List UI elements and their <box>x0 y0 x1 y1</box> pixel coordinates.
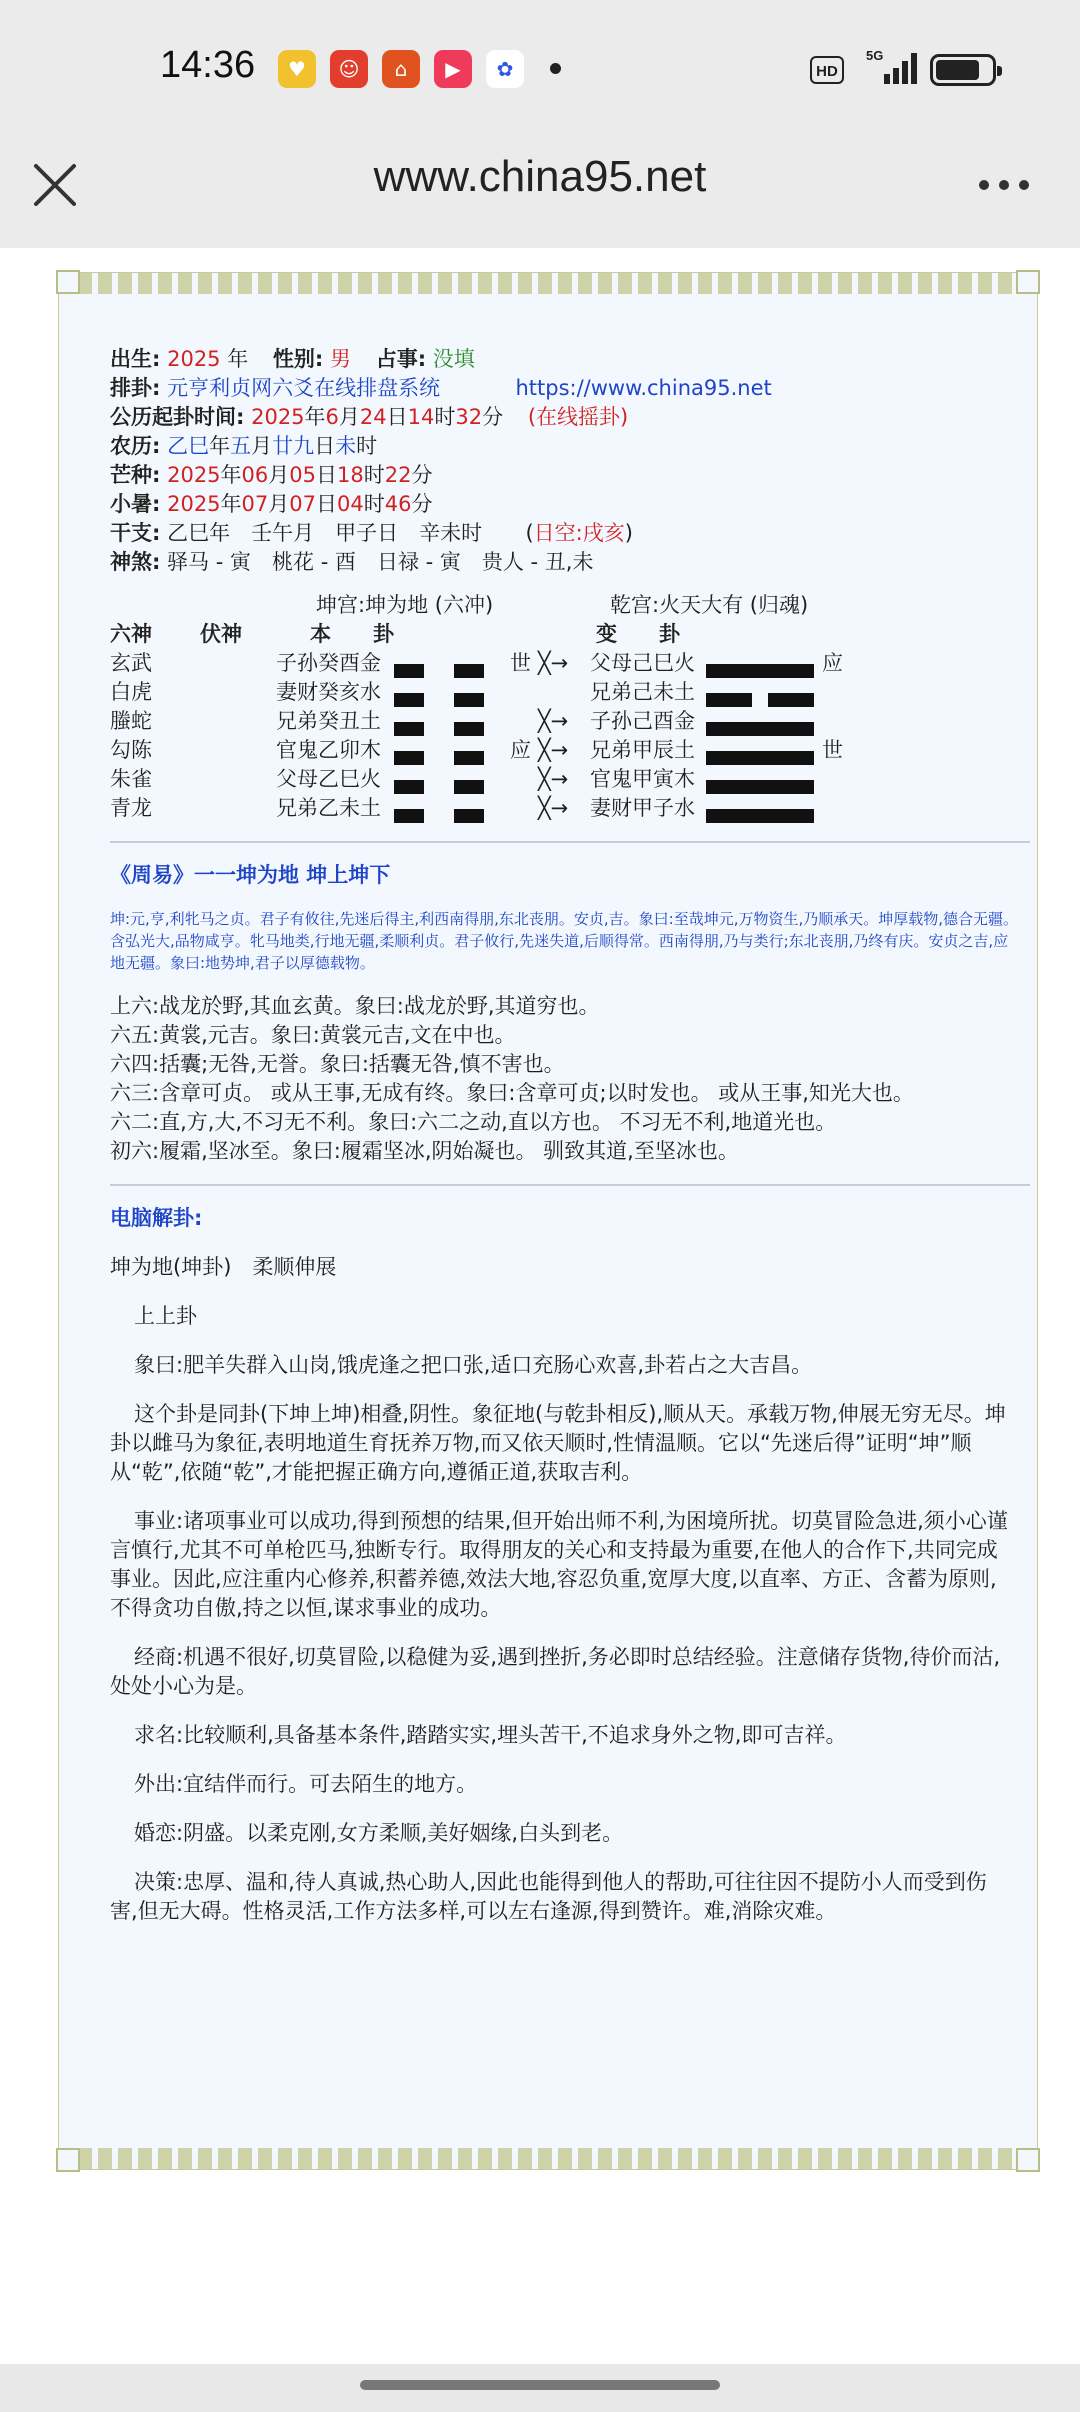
lunar-month: 五 <box>230 434 252 458</box>
ganzhi-value: 乙巳年 壬午月 甲子日 辛未时 <box>167 521 483 545</box>
interpretation-paragraph: 经商:机遇不很好,切莫冒险,以稳健为妥,遇到挫折,务必即时总结经验。注意储存货物,待价而沽,处处小心为是。 <box>110 1645 1001 1698</box>
ganzhi-label: 干支: <box>110 521 161 545</box>
interpretation-paragraph: 事业:诸项事业可以成功,得到预想的结果,但开始出师不利,为困境所扰。切莫冒险急进,须小心谨言慎行,尤其不可单枪匹马,独断专行。取得朋友的关心和支持最为重要,在他人的合作下,共同完成事业。因此,应注重内心修养,积蓄养德,效法大地,容忍负重,宽厚大度,以直率、方正、含蓄为原则,不得贪功自傲,持之以恒,谋求事业的成功。 <box>110 1509 1008 1620</box>
moving-mark: ╳→ <box>538 796 569 820</box>
zhouyi-text: 坤:元,亨,利牝马之贞。君子有攸往,先迷后得主,利西南得朋,东北丧朋。安贞,吉。象曰:至哉坤元,万物资生,乃顺承天。坤厚载物,德合无疆。含弘光大,品物咸亨。牝马地类,行地无疆,柔顺利贞。君子攸行,先迷失道,后顺得常。西南得朋,乃与类行;东北丧朋,乃终有庆。安贞之吉,应地无疆。象曰:地势坤,君子以厚德载物。 <box>110 910 1019 972</box>
liushen: 白虎 <box>110 680 152 704</box>
paigua-label: 排卦: <box>110 376 161 400</box>
divider <box>110 1184 1030 1186</box>
list-item: 六五:黄裳,元吉。象曰:黄裳元吉,文在中也。 <box>110 1023 516 1047</box>
moving-mark: ╳→ <box>538 738 569 762</box>
interpretation-paragraph: 婚恋:阴盛。以柔克刚,女方柔顺,美好姻缘,白头到老。 <box>134 1821 624 1845</box>
interpretation-paragraph: 求名:比较顺利,具备基本条件,踏踏实实,埋头苦干,不追求身外之物,即可吉祥。 <box>134 1723 847 1747</box>
interpretation-paragraph: 象曰:肥羊失群入山岗,饿虎逢之把口张,适口充肠心欢喜,卦若占之大吉昌。 <box>134 1353 813 1377</box>
bian-yao: 官鬼甲寅木 <box>590 767 695 791</box>
app-notification-icon: ♥ <box>278 50 316 88</box>
baidu-app-icon: ✿ <box>486 50 524 88</box>
liushen: 朱雀 <box>110 767 152 791</box>
list-item: 六三:含章可贞。 或从王事,无成有终。象曰:含章可贞;以时发也。 或从王事,知光大也。 <box>110 1081 914 1105</box>
table-row <box>110 649 1010 678</box>
table-row <box>110 707 1010 736</box>
more-notifications-dot <box>550 63 561 74</box>
shensha-value: 驿马 - 寅 桃花 - 酉 日禄 - 寅 贵人 - 丑,未 <box>167 550 594 574</box>
decorative-border-bottom <box>58 2148 1038 2170</box>
table-row <box>110 765 1010 794</box>
lunar-year: 乙巳 <box>167 434 210 458</box>
mz-hour: 18 <box>337 463 364 487</box>
jiegua-title: 电脑解卦: <box>110 1206 203 1230</box>
gender-value: 男 <box>330 347 352 371</box>
birth-label: 出生: <box>110 347 161 371</box>
bian-yao: 妻财甲子水 <box>590 796 695 820</box>
divider <box>110 841 1030 843</box>
xs-hour: 04 <box>337 492 364 516</box>
gender-label: 性别: <box>272 347 324 371</box>
gua-name: 坤为地(坤卦) 柔顺伸展 <box>110 1255 337 1279</box>
bian-yao: 父母己巳火 <box>590 651 695 675</box>
mz-month: 06 <box>241 463 269 487</box>
bian-yao: 子孙己酉金 <box>590 709 695 733</box>
liushen: 螣蛇 <box>110 709 152 733</box>
frame-corner <box>1016 270 1040 294</box>
ben-palace: 坤宫:坤为地 (六冲) <box>316 593 494 617</box>
lunar-row: 农历: 乙巳年五月廿九日未时 <box>110 434 378 458</box>
time-hour: 14 <box>407 405 435 429</box>
bian-yao: 兄弟甲辰土 <box>590 738 695 762</box>
topic-value: 没填 <box>432 347 475 371</box>
table-row <box>110 678 1010 707</box>
signal-icon <box>862 48 918 86</box>
frame-corner <box>1016 2148 1040 2172</box>
time-label: 公历起卦时间: <box>110 405 245 429</box>
xs-year: 2025 <box>167 492 221 516</box>
time-minute: 32 <box>455 405 483 429</box>
xs-day: 07 <box>289 492 317 516</box>
zhouyi-title: 《周易》一一坤为地 坤上坤下 <box>110 863 391 887</box>
decorative-border-top <box>58 272 1038 294</box>
divination-content <box>110 345 1019 1926</box>
header-ben-gua: 本 卦 <box>310 622 394 646</box>
ben-yao: 官鬼乙卯木 <box>276 738 381 762</box>
ben-yin-line <box>394 801 484 830</box>
hexagram-table <box>110 591 1010 823</box>
shensha-row <box>110 548 1010 577</box>
bian-palace: 乾宫:火天大有 (归魂) <box>610 593 809 617</box>
hd-icon: HD <box>810 56 844 84</box>
shensha-label: 神煞: <box>110 550 161 574</box>
system-name-link[interactable]: 元亨利贞网六爻在线排盘系统 <box>167 376 441 400</box>
birth-row <box>110 345 1010 374</box>
bian-yang-line <box>706 801 814 830</box>
time-month: 6 <box>325 405 339 429</box>
ganzhi-row <box>110 519 1010 548</box>
frame-corner <box>56 2148 80 2172</box>
table-header <box>110 620 1010 649</box>
paigua-row <box>110 374 1010 403</box>
mz-year: 2025 <box>167 463 221 487</box>
shi-ying-mark: 应 <box>510 738 531 762</box>
ben-yao: 父母乙巳火 <box>276 767 381 791</box>
browser-nav-bar <box>0 140 1080 248</box>
header-bian-gua: 变 卦 <box>596 622 680 646</box>
time-year: 2025 <box>251 405 305 429</box>
interpretation-paragraph: 外出:宜结伴而行。可去陌生的地方。 <box>134 1772 478 1796</box>
day-void-value: 日空:戌亥 <box>533 521 625 545</box>
kong-paren-open: ( <box>525 521 534 545</box>
bian-shi-ying-mark: 世 <box>822 738 843 762</box>
time-day: 24 <box>359 405 387 429</box>
yao-list <box>110 992 1010 1166</box>
status-time: 14:36 <box>160 44 256 86</box>
moving-mark: ╳→ <box>538 767 569 791</box>
lunar-day: 廿九 <box>272 434 315 458</box>
palace-row <box>110 591 1010 620</box>
online-shake-link[interactable]: (在线摇卦) <box>527 405 629 429</box>
ben-yao: 兄弟癸丑土 <box>276 709 381 733</box>
gua-level: 上上卦 <box>134 1304 197 1328</box>
interpretation-paragraph: 这个卦是同卦(下坤上坤)相叠,阴性。象征地(与乾卦相反),顺从天。承载万物,伸展无穷无尽。坤卦以雌马为象征,表明地道生育抚养万物,而又依天顺时,性情温顺。它以“先迷后得”证明“坤”顺从“乾”,依随“乾”,才能把握正确方向,遵循正道,获取吉利。 <box>110 1402 1006 1484</box>
lunar-hour: 未 <box>335 434 357 458</box>
topic-label: 占事: <box>375 347 427 371</box>
ben-yao: 兄弟乙未土 <box>276 796 381 820</box>
site-link[interactable]: https://www.china95.net <box>515 376 772 400</box>
xiaoshu-row: 小暑: 2025年07月07日04时46分 <box>110 492 433 516</box>
liushen: 玄武 <box>110 651 152 675</box>
lunar-label: 农历: <box>110 434 161 458</box>
list-item: 六二:直,方,大,不习无不利。象曰:六二之动,直以方也。 不习无不利,地道光也。 <box>110 1110 837 1134</box>
mangzhong-label: 芒种: <box>110 463 161 487</box>
mangzhong-row: 芒种: 2025年06月05日18时22分 <box>110 463 433 487</box>
bian-shi-ying-mark: 应 <box>822 651 843 675</box>
time-row: 公历起卦时间: 2025年6月24日14时32分 (在线摇卦) <box>110 405 629 429</box>
app-notification-icon: ⌂ <box>382 50 420 88</box>
kong-paren-close: ) <box>624 521 633 545</box>
list-item: 六四:括囊;无咎,无誉。象曰:括囊无咎,慎不害也。 <box>110 1052 565 1076</box>
list-item: 初六:履霜,坚冰至。象曰:履霜坚冰,阴始凝也。 驯致其道,至坚冰也。 <box>110 1139 739 1163</box>
birth-year: 2025 <box>167 347 221 371</box>
xs-minute: 46 <box>384 492 412 516</box>
video-app-icon: ▶ <box>434 50 472 88</box>
moving-mark: ╳→ <box>538 651 569 675</box>
moving-mark: ╳→ <box>538 709 569 733</box>
network-type-label: 5G <box>866 48 884 63</box>
status-bar <box>0 0 1080 140</box>
table-row <box>110 794 1010 823</box>
shi-ying-mark: 世 <box>510 651 531 675</box>
ben-yao: 妻财癸亥水 <box>276 680 381 704</box>
more-options-icon[interactable] <box>976 170 1032 200</box>
list-item: 上六:战龙於野,其血玄黄。象曰:战龙於野,其道穷也。 <box>110 994 600 1018</box>
liushen: 勾陈 <box>110 738 152 762</box>
xs-month: 07 <box>241 492 269 516</box>
mz-minute: 22 <box>384 463 412 487</box>
app-notification-icon: ☺ <box>330 50 368 88</box>
page-url: www.china95.net <box>373 152 707 201</box>
bian-yao: 兄弟己未土 <box>590 680 695 704</box>
home-indicator[interactable] <box>360 2380 720 2390</box>
battery-icon <box>930 54 996 86</box>
header-liushen: 六神 <box>110 622 152 646</box>
header-fushen: 伏神 <box>200 622 242 646</box>
ben-yao: 子孙癸酉金 <box>276 651 381 675</box>
year-unit: 年 <box>227 347 249 371</box>
frame-corner <box>56 270 80 294</box>
mz-day: 05 <box>289 463 317 487</box>
xiaoshu-label: 小暑: <box>110 492 161 516</box>
liushen: 青龙 <box>110 796 152 820</box>
interpretation-paragraph: 决策:忠厚、温和,待人真诚,热心助人,因此也能得到他人的帮助,可往往因不提防小人而受到伤害,但无大碍。性格灵活,工作方法多样,可以左右逢源,得到赞许。难,消除灾难。 <box>110 1870 987 1923</box>
table-row <box>110 736 1010 765</box>
